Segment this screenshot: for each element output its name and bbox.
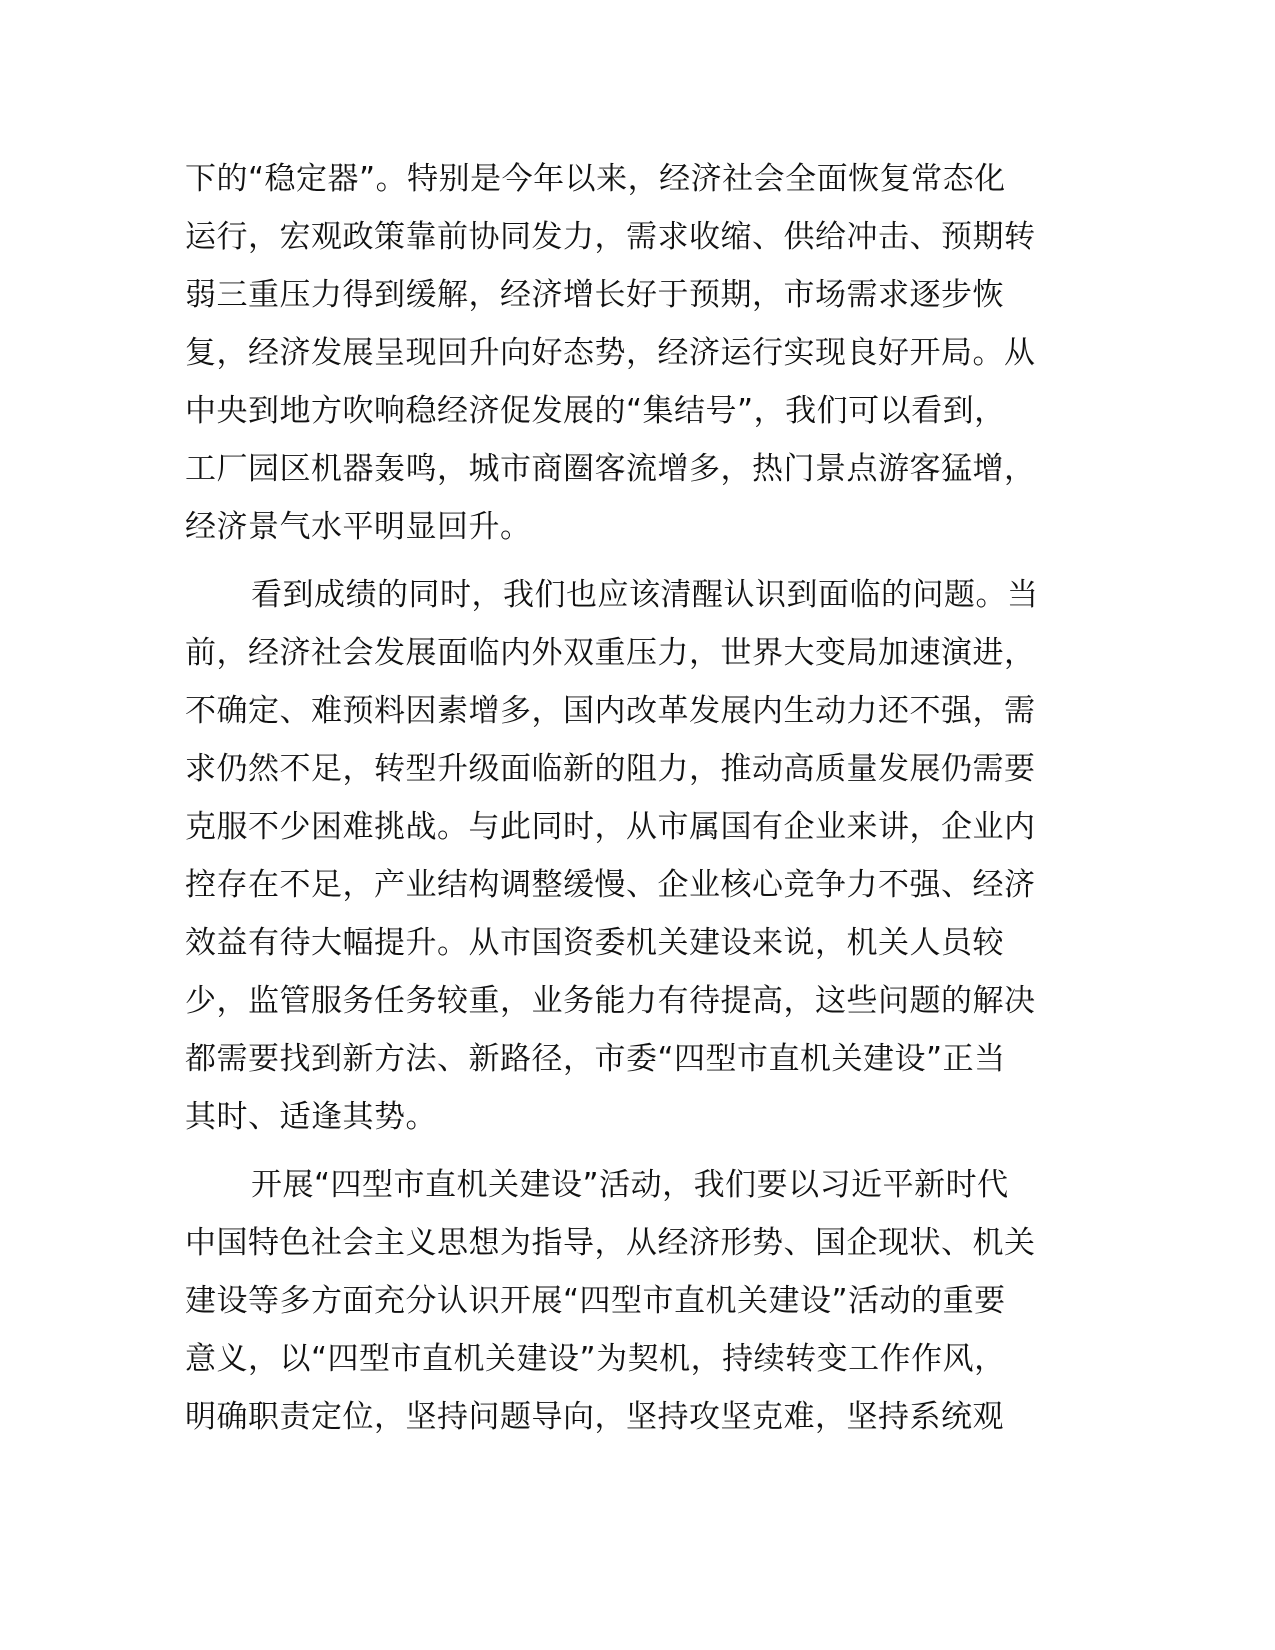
text-line: 看到成绩的同时，我们也应该清醒认识到面临的问题。当 <box>251 577 1039 613</box>
text-line: 控存在不足，产业结构调整缓慢、企业核心竞争力不强、经济 <box>185 867 1036 903</box>
text-line: 不确定、难预料因素增多，国内改革发展内生动力还不强，需 <box>185 693 1036 729</box>
text-line: 前，经济社会发展面临内外双重压力，世界大变局加速演进， <box>185 635 1036 671</box>
text-line: 工厂园区机器轰鸣，城市商圈客流增多，热门景点游客猛增， <box>185 451 1036 487</box>
text-line: 求仍然不足，转型升级面临新的阻力，推动高质量发展仍需要 <box>185 751 1036 787</box>
text-line: 明确职责定位，坚持问题导向，坚持攻坚克难，坚持系统观 <box>185 1399 1004 1435</box>
text-line: 复，经济发展呈现回升向好态势，经济运行实现良好开局。从 <box>185 335 1036 371</box>
text-line: 中央到地方吹响稳经济促发展的“集结号”，我们可以看到， <box>185 393 1006 429</box>
body-text <box>185 150 1085 1446</box>
text-line: 克服不少困难挑战。与此同时，从市属国有企业来讲，企业内 <box>185 809 1036 845</box>
paragraph-2 <box>185 566 1085 1146</box>
text-line: 经济景气水平明显回升。 <box>185 509 532 545</box>
text-line: 意义，以“四型市直机关建设”为契机，持续转变工作作风， <box>185 1341 1006 1377</box>
text-line: 下的“稳定器”。特别是今年以来，经济社会全面恢复常态化 <box>185 161 1006 197</box>
text-line: 少，监管服务任务较重，业务能力有待提高，这些问题的解决 <box>185 983 1036 1019</box>
text-line: 都需要找到新方法、新路径，市委“四型市直机关建设”正当 <box>185 1041 1006 1077</box>
text-line: 运行，宏观政策靠前协同发力，需求收缩、供给冲击、预期转 <box>185 219 1036 255</box>
text-line: 效益有待大幅提升。从市国资委机关建设来说，机关人员较 <box>185 925 1004 961</box>
text-line: 其时、适逢其势。 <box>185 1099 437 1135</box>
text-line: 开展“四型市直机关建设”活动，我们要以习近平新时代 <box>251 1167 1009 1203</box>
paragraph-3 <box>185 1156 1085 1446</box>
text-line: 中国特色社会主义思想为指导，从经济形势、国企现状、机关 <box>185 1225 1036 1261</box>
paragraph-1 <box>185 150 1085 556</box>
text-line: 弱三重压力得到缓解，经济增长好于预期，市场需求逐步恢 <box>185 277 1004 313</box>
text-line: 建设等多方面充分认识开展“四型市直机关建设”活动的重要 <box>185 1283 1006 1319</box>
